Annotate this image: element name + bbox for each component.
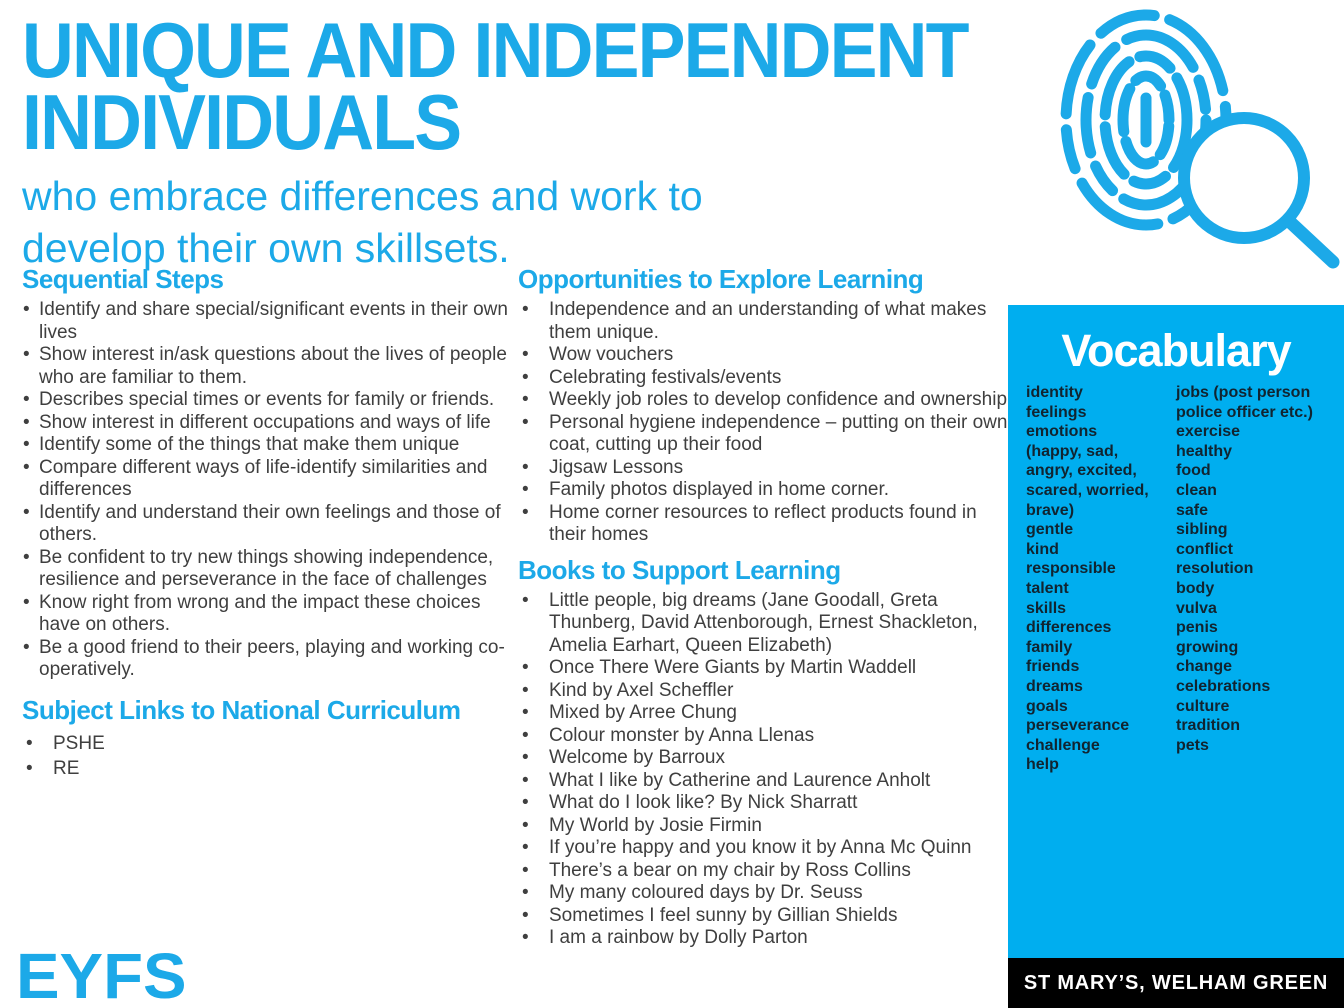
vocab-word: safe [1176,501,1209,519]
books-heading: Books to Support Learning [518,554,841,585]
list-item: • Once There Were Giants by Martin Waddell [518,657,1010,680]
sequential-steps-heading: Sequential Steps [22,264,224,294]
list-item: • My World by Josie Firmin [518,815,1010,838]
page-subtitle [22,170,1042,274]
vocab-word: celebrations [1176,677,1271,695]
list-item: • Know right from wrong and the impact these choices have on others. [22,592,510,637]
vocab-word: conflict [1176,540,1233,558]
list-item: • What I like by Catherine and Laurence Anholt [518,770,1010,793]
subtitle-line1: who embrace differences and work to [22,173,703,219]
vocab-word: brave) [1026,501,1075,519]
vocab-word: talent [1026,579,1069,597]
vocab-word: differences [1026,619,1112,637]
list-item: • Describes special times or events for family or friends. [22,389,510,412]
vocab-word: penis [1176,619,1218,637]
list-item: • Family photos displayed in home corner. [518,479,1010,502]
eyfs-logo: EYFS [16,940,187,1008]
list-item: • Sometimes I feel sunny by Gillian Shields [518,905,1010,928]
vocab-word: exercise [1176,423,1241,441]
header [22,6,1042,274]
vocabulary-column-2 [1176,383,1336,775]
list-item: • If you’re happy and you know it by Anna Mc Quinn [518,837,1010,860]
vocab-word: clean [1176,481,1217,499]
vocab-word: (happy, sad, [1026,442,1119,460]
list-item: • I am a rainbow by Dolly Parton [518,927,1010,950]
sequential-steps-list [22,299,510,682]
vocab-word: emotions [1026,423,1098,441]
list-item: • Mixed by Arree Chung [518,702,1010,725]
vocab-word: skills [1026,599,1067,617]
subtitle-line2: develop their own skillsets. [22,225,510,271]
list-item: • Be confident to try new things showing independence, resilience and perseverance in the face of challenges [22,547,510,592]
vocab-word: challenge [1026,736,1100,754]
list-item: • Identify and share special/significant events in their own lives [22,299,510,344]
school-name: ST MARY’S, WELHAM GREEN [1023,971,1329,994]
vocab-word: resolution [1176,560,1254,578]
vocab-word: responsible [1026,560,1116,578]
vocab-word: sibling [1176,521,1228,539]
opportunities-heading: Opportunities to Explore Learning [518,264,924,294]
vocab-word: pets [1176,736,1209,754]
list-item: • PSHE [22,731,510,756]
vocab-word: friends [1026,658,1080,676]
list-item: • Show interest in/ask questions about the lives of people who are familiar to them. [22,344,510,389]
vocab-word: tradition [1176,717,1240,735]
vocab-word: perseverance [1026,717,1130,735]
opportunities-list [518,299,1010,547]
vocab-word: police officer etc.) [1176,403,1313,421]
subject-links-list [22,731,510,781]
list-item: • What do I look like? By Nick Sharratt [518,792,1010,815]
vocab-word: culture [1176,697,1230,715]
list-item: • Show interest in different occupations and ways of life [22,412,510,435]
subject-links-heading: Subject Links to National Curriculum [22,694,461,725]
school-name-bar [1008,958,1344,1008]
magnifier-icon [1184,118,1333,262]
vocab-word: feelings [1026,403,1087,421]
vocab-word: jobs (post person [1176,384,1311,401]
vocab-word: help [1026,756,1059,774]
list-item: • Be a good friend to their peers, playing and working co-operatively. [22,637,510,682]
vocab-word: change [1176,658,1233,676]
vocab-word: body [1176,579,1215,597]
list-item: • Colour monster by Anna Llenas [518,725,1010,748]
vocabulary-column-1 [1026,383,1176,775]
books-list [518,590,1010,950]
list-item: • Personal hygiene independence – putting on their own coat, cutting up their food [518,412,1010,457]
list-item: • Wow vouchers [518,344,1010,367]
list-item: • Jigsaw Lessons [518,457,1010,480]
list-item: • Celebrating festivals/events [518,367,1010,390]
list-item: • Weekly job roles to develop confidence and ownership [518,389,1010,412]
list-item: • There’s a bear on my chair by Ross Collins [518,860,1010,883]
vocab-word: healthy [1176,442,1233,460]
vocabulary-box [1008,305,1344,958]
vocab-word: gentle [1026,521,1074,539]
list-item: • My many coloured days by Dr. Seuss [518,882,1010,905]
vocabulary-columns [1026,383,1336,775]
vocab-word: food [1176,462,1211,480]
list-item: • Home corner resources to reflect products found in their homes [518,502,1010,547]
vocab-word: scared, worried, [1026,481,1149,499]
page-title-line1: UNIQUE AND INDEPENDENT [22,6,968,94]
vocab-word: dreams [1026,677,1083,695]
page-title-line2: INDIVIDUALS [22,78,461,166]
vocab-word: vulva [1176,599,1217,617]
list-item: • Independence and an understanding of what makes them unique. [518,299,1010,344]
list-item: • Identify some of the things that make them unique [22,434,510,457]
list-item: • Little people, big dreams (Jane Goodall, Greta Thunberg, David Attenborough, Ernest Shackleton, Amelia Earhart, Queen Elizabeth) [518,590,1010,658]
vocab-word: angry, excited, [1026,462,1137,480]
vocab-word: growing [1176,638,1239,656]
vocabulary-heading: Vocabulary [1061,325,1291,376]
fingerprint-magnifier-icon [1044,2,1344,270]
list-item: • Identify and understand their own feelings and those of others. [22,502,510,547]
list-item: • Kind by Axel Scheffler [518,680,1010,703]
left-column [22,264,510,781]
middle-column [518,264,1010,950]
list-item: • Compare different ways of life-identify similarities and differences [22,457,510,502]
vocab-word: family [1026,638,1073,656]
vocab-word: kind [1026,540,1059,558]
list-item: • Welcome by Barroux [518,747,1010,770]
vocab-word: identity [1026,384,1083,401]
list-item: • RE [22,756,510,781]
vocab-word: goals [1026,697,1068,715]
